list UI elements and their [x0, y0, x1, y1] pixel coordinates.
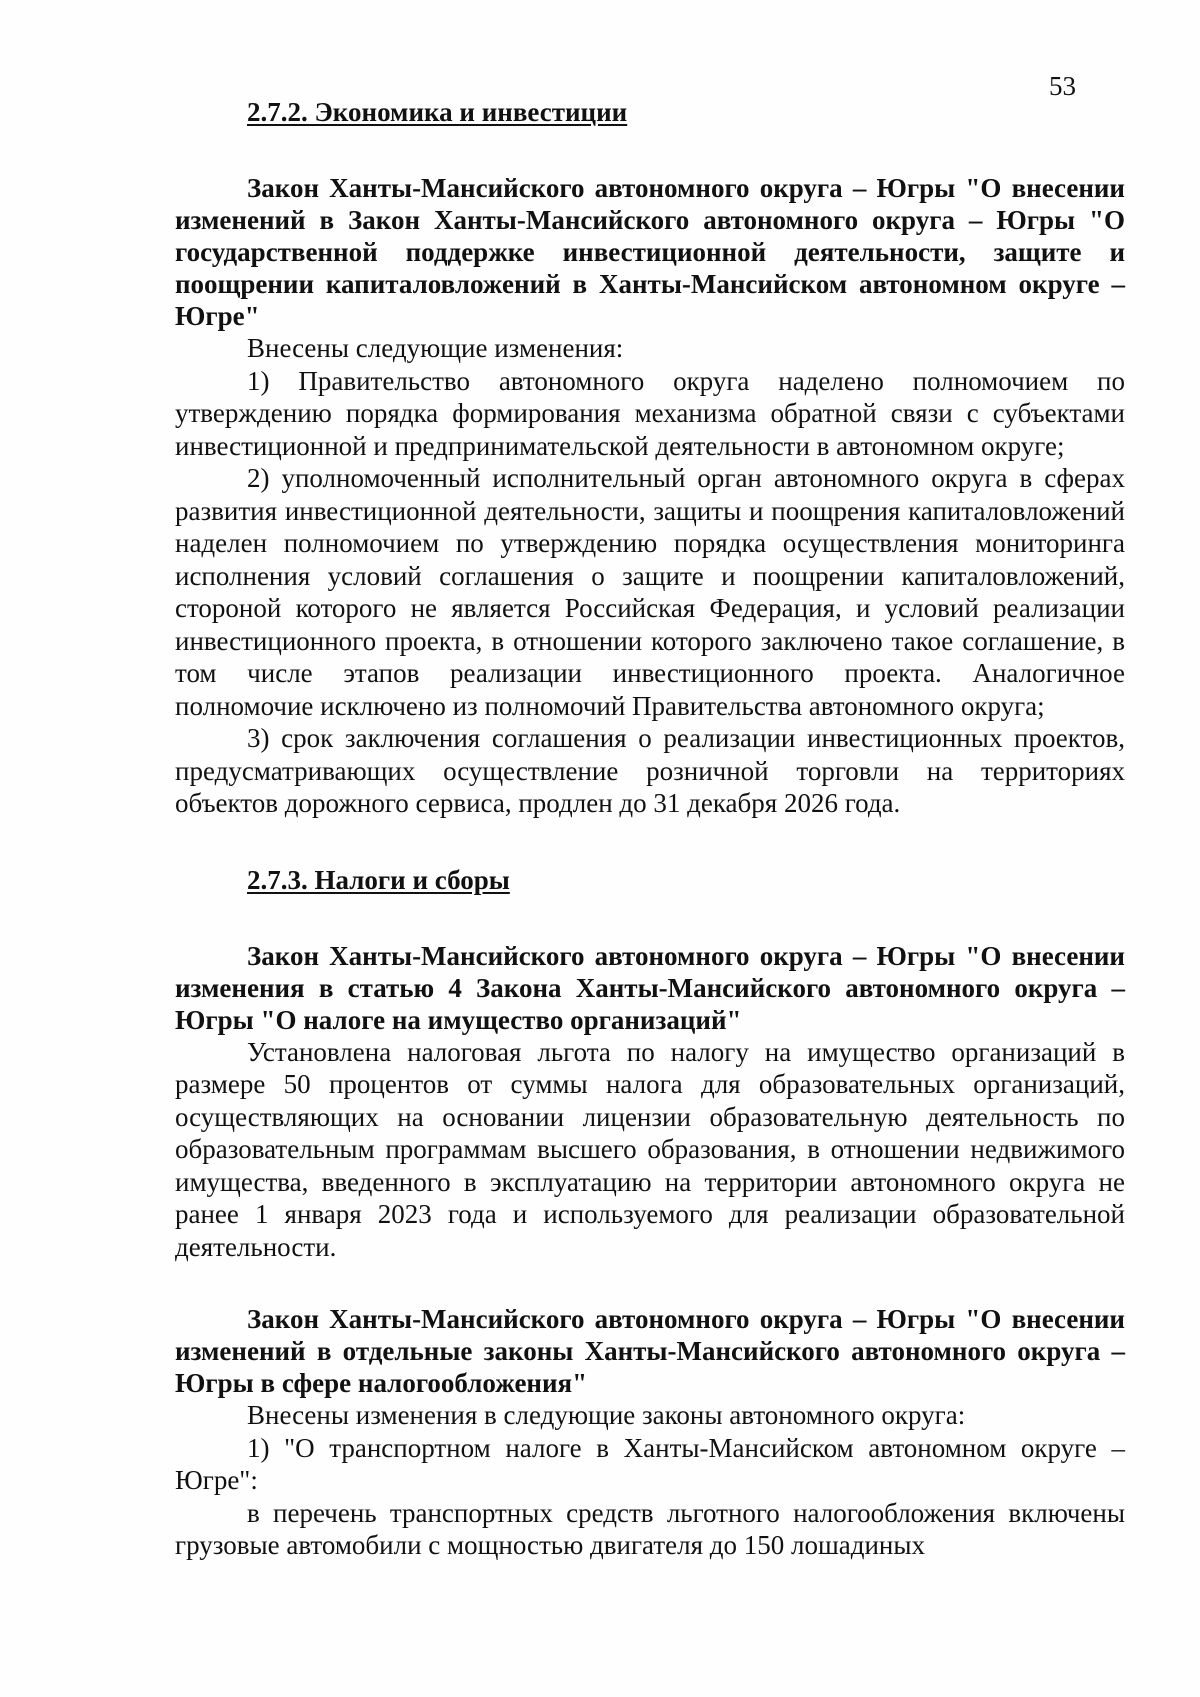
- paragraph-item-3: 3) срок заключения соглашения о реализации инвестиционных проектов, предусматривающих осуществление розничной торговли на территориях объектов дорожного сервиса, продлен до 31 декабря 2026 года.: [175, 723, 1125, 818]
- section-heading-economy: 2.7.2. Экономика и инвестиции: [247, 97, 628, 127]
- spacer: [175, 1263, 1125, 1303]
- paragraph-taxation-intro: Внесены изменения в следующие законы автономного округа:: [247, 1400, 966, 1430]
- law-title-taxation: Закон Ханты-Мансийского автономного округа – Югры "О внесении изменений в отдельные законы Ханты-Мансийского автономного округа – Югры в сфере налогообложения": [175, 1304, 1125, 1398]
- paragraph-transport-tax: 1) "О транспортном налоге в Ханты-Мансийском автономном округе – Югре":: [175, 1432, 1125, 1495]
- spacer: [175, 128, 1125, 172]
- paragraph-item-2: 2) уполномоченный исполнительный орган автономного округа в сферах развития инвестиционной деятельности, защиты и поощрения капиталовложений наделен полномочием по утверждению порядка осуществления мониторинга исполнения условий соглашения о защите и поощрении капиталовложений, стороной которого не является Российская Федерация, и условий реализации инвестиционного проекта, в отношении которого заключено такое соглашение, в том числе этапов реализации инвестиционного проекта. Аналогичное полномочие исключено из полномочий Правительства автономного округа;: [175, 463, 1125, 721]
- spacer: [175, 896, 1125, 940]
- spacer: [175, 820, 1125, 864]
- paragraph-property-tax: Установлена налоговая льгота по налогу на имущество организаций в размере 50 процентов от суммы налога для образовательных организаций, осуществляющих на основании лицензии образовательную деятельность по образовательным программам высшего образования, в отношении недвижимого имущества, введенного в эксплуатацию на территории автономного округа не ранее 1 января 2023 года и используемого для реализации образовательной деятельности.: [175, 1036, 1125, 1262]
- law-title-investment: Закон Ханты-Мансийского автономного округа – Югры "О внесении изменений в Закон Ханты-Мансийского автономного округа – Югры "О государственной поддержке инвестиционной деятельности, защите и поощрении капиталовложений в Ханты-Мансийском автономном округе – Югре": [175, 173, 1125, 331]
- section-heading-taxes: 2.7.3. Налоги и сборы: [247, 864, 510, 895]
- paragraph-item-1: 1) Правительство автономного округа наделено полномочием по утверждению порядка формирования механизма обратной связи с субъектами инвестиционной и предпринимательской деятельности в автономном округе;: [175, 365, 1125, 461]
- law-title-property-tax: Закон Ханты-Мансийского автономного округа – Югры "О внесении изменения в статью 4 Закона Ханты-Мансийского автономного округа – Югры "О налоге на имущество организаций": [175, 940, 1125, 1035]
- page-number: 53: [1049, 71, 1076, 101]
- page-content: [175, 96, 1125, 1562]
- paragraph-transport-tax-text: в перечень транспортных средств льготного налогообложения включены грузовые автомобили с мощностью двигателя до 150 лошадиных: [175, 1497, 1125, 1560]
- paragraph-intro: Внесены следующие изменения:: [247, 333, 624, 363]
